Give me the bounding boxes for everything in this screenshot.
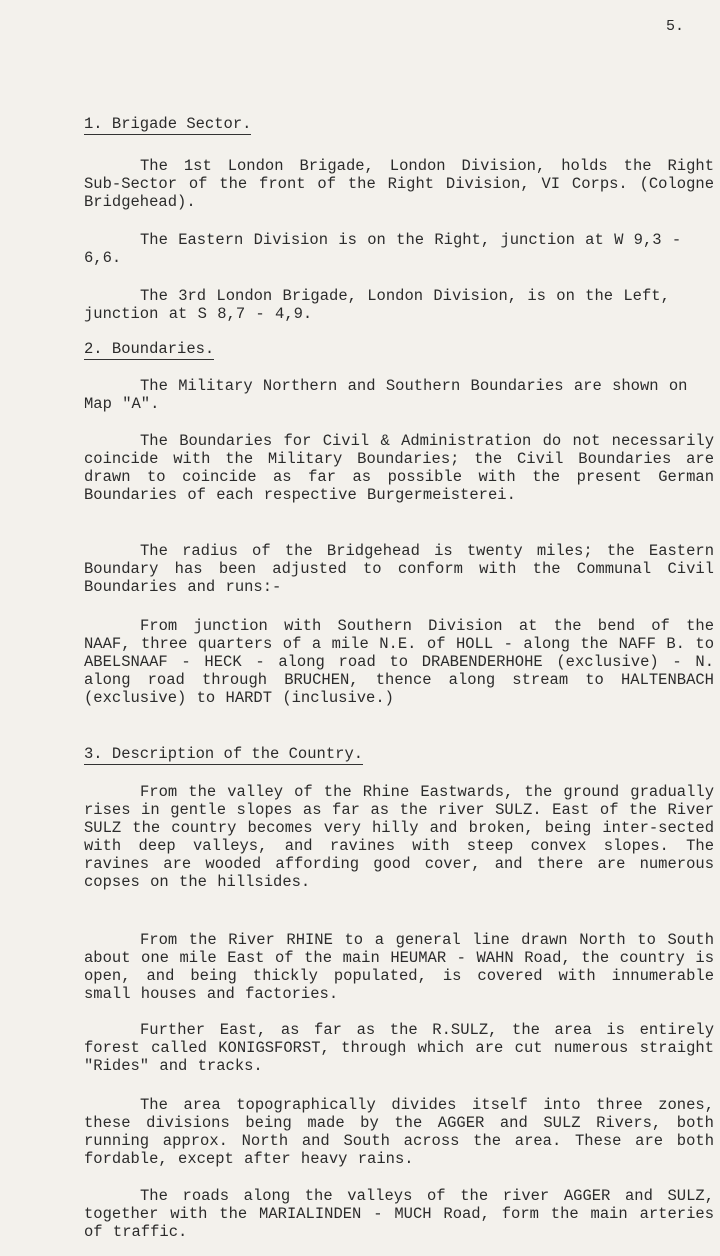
paragraph-rhine-valley: From the valley of the Rhine Eastwards, the ground gradually rises in gentle slopes as far as the river SULZ. East of the River SULZ the country becomes very hilly and broken, being inter-sected with deep valleys, and ravines with steep convex slopes. The ravines are wooded affording good cover, and there are numerous copses on the hillsides. xyxy=(84,783,714,891)
paragraph-river-rhine-line: From the River RHINE to a general line drawn North to South about one mile East of the main HEUMAR - WAHN Road, the country is open, and being thickly populated, is covered with innumerable small houses and factories. xyxy=(84,931,714,1003)
paragraph-bridgehead-radius: The radius of the Bridgehead is twenty miles; the Eastern Boundary has been adjusted to conform with the Communal Civil Boundaries and runs:- xyxy=(84,542,714,596)
paragraph-konigsforst: Further East, as far as the R.SULZ, the area is entirely forest called KONIGSFORST, through which are cut numerous straight "Rides" and tracks. xyxy=(84,1021,714,1075)
page-number: 5. xyxy=(666,18,685,35)
paragraph-brigade-holds: The 1st London Brigade, London Division, holds the Right Sub-Sector of the front of the Right Division, VI Corps. (Cologne Bridgehead). xyxy=(84,157,714,211)
paragraph-boundary-route: From junction with Southern Division at the bend of the NAAF, three quarters of a mile N.E. of HOLL - along the NAFF B. to ABELSNAAF - HECK - along road to DRABENDERHOHE (exclusive) - N. along road through BRUCHEN, thence along stream to HALTENBACH (exclusive) to HARDT (inclusive.) xyxy=(84,617,714,707)
section-heading-brigade-sector: 1. Brigade Sector. xyxy=(84,115,252,133)
paragraph-three-zones: The area topographically divides itself into three zones, these divisions being made by the AGGER and SULZ Rivers, both running approx. North and South across the area. These are both fordable, except after heavy rains. xyxy=(84,1096,714,1168)
paragraph-military-boundaries: The Military Northern and Southern Boundaries are shown on Map "A". xyxy=(84,377,688,413)
paragraph-civil-boundaries: The Boundaries for Civil & Administration do not necessarily coincide with the Military Boundaries; the Civil Boundaries are drawn to coincide as far as possible with the present German Boundaries of each respective Burgermeisterei. xyxy=(84,432,714,504)
section-heading-boundaries: 2. Boundaries. xyxy=(84,340,215,358)
paragraph-eastern-division: The Eastern Division is on the Right, junction at W 9,3 - 6,6. xyxy=(84,231,682,267)
paragraph-third-brigade: The 3rd London Brigade, London Division, is on the Left, junction at S 8,7 - 4,9. xyxy=(84,287,670,323)
paragraph-main-roads: The roads along the valleys of the river AGGER and SULZ, together with the MARIALINDEN - MUCH Road, form the main arteries of traffic. xyxy=(84,1187,714,1241)
section-heading-description: 3. Description of the Country. xyxy=(84,745,364,763)
